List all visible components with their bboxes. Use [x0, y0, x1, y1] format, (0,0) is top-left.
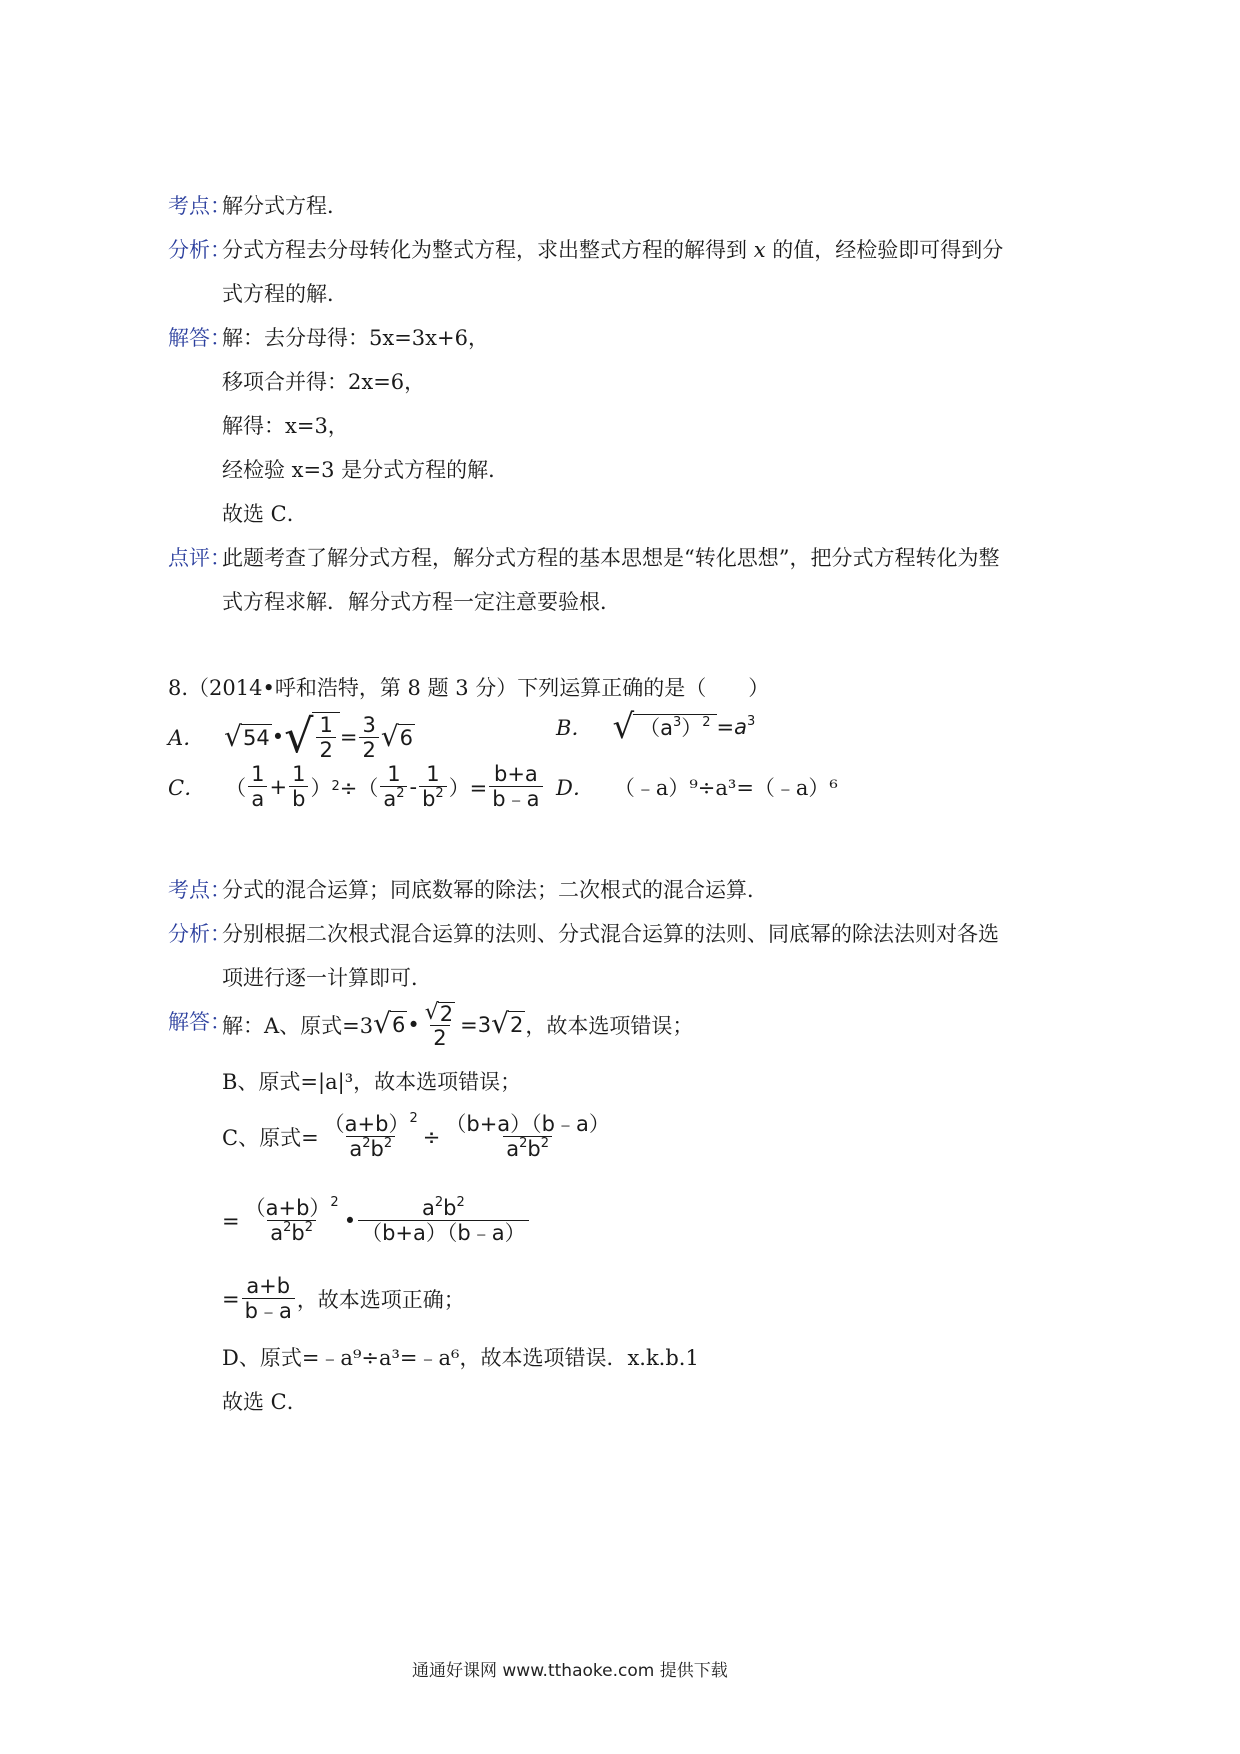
solution-c-1	[222, 1112, 615, 1161]
fenxi-line2-2: 项进行逐一计算即可．	[222, 966, 432, 990]
footer-text: 通通好课网 www.tthaoke.com 提供下载	[412, 1661, 728, 1681]
solution-d: D、原式=﹣a⁹÷a³=﹣a⁶，故本选项错误．x.k.b.1	[222, 1346, 699, 1370]
solution-c-formula-2: = $\frac{(a+b)^2}{a^2b^2}$ • $\frac{a^2b^2}{(b+a)(b﹣a)}$	[222, 1196, 531, 1245]
fenxi-line1-2: 分别根据二次根式混合运算的法则、分式混合运算的法则、同底幂的除法法则对各选	[222, 922, 999, 946]
solution-line-1: 解：去分母得：5x=3x+6，	[222, 326, 489, 350]
kaodian-text: 解分式方程．	[222, 194, 348, 218]
solution-line-2: 移项合并得：2x=6，	[222, 370, 426, 394]
option-b-label: B．	[556, 716, 593, 740]
solution-b: B、原式=|a|³，故本选项错误；	[222, 1070, 522, 1094]
fenxi-line1-var: x	[753, 238, 766, 262]
dianping-line1: 此题考查了解分式方程，解分式方程的基本思想是“转化思想”，把分式方程转化为整	[222, 546, 1000, 570]
option-d-label: D．	[556, 776, 594, 800]
option-d	[556, 772, 838, 802]
solution-c-formula-1: $\frac{(a+b)^2}{a^2b^2}$ ÷ $\frac{(b+a)(b﹣a)}{a^2b^2}$	[323, 1111, 610, 1161]
solution-final: 故选 C．	[222, 1390, 308, 1414]
option-a-formula: √ 54 • √ $\frac{1}{2}$ = $\frac{3}{2}$ √ 6	[224, 709, 414, 763]
option-d-formula: （﹣a）⁹÷a³=（﹣a）⁶	[613, 776, 838, 800]
option-a	[168, 709, 415, 763]
solution-c-formula-3: = $\frac{a+b}{b﹣a}$	[222, 1274, 297, 1323]
option-b	[556, 706, 756, 747]
solution-c-3	[222, 1274, 465, 1323]
option-b-formula: √ $(a^3)^2$ $=a^3$	[612, 706, 756, 747]
solution-c-2	[222, 1196, 531, 1245]
sqrt-54: √ 54	[224, 719, 270, 753]
fenxi-label-2: 分析：	[168, 922, 231, 946]
option-c-formula: （ $\frac{1}{a}$ + $\frac{1}{b}$ ） 2 ÷（ $\frac{1}{a^2}$ - $\frac{1}{b^2}$ ）= $\frac{b+a}{b﹣a}$	[225, 762, 544, 811]
solution-line-4: 经检验 x=3 是分式方程的解．	[222, 458, 510, 482]
fenxi-line1-b: 的值，经检验即可得到分	[772, 238, 1004, 262]
kaodian-label: 考点：	[168, 194, 231, 218]
solution-a-suffix: ，故本选项错误；	[525, 1013, 694, 1038]
dianping-label: 点评：	[168, 546, 231, 570]
solution-line-5: 故选 C．	[222, 502, 308, 526]
jieda-label-2: 解答：	[168, 1010, 231, 1034]
option-a-label: A．	[168, 726, 205, 750]
solution-a	[222, 1000, 693, 1050]
fenxi-label: 分析：	[168, 238, 231, 262]
fenxi-line1	[222, 234, 1003, 264]
fenxi-line2: 式方程的解．	[222, 282, 348, 306]
solution-a-formula: √ 6 • √ 2 2 =3 √ 2	[373, 999, 524, 1050]
jieda-label: 解答：	[168, 326, 231, 350]
solution-line-3: 解得：x=3，	[222, 414, 349, 438]
kaodian-label-2: 考点：	[168, 878, 231, 902]
option-c-label: C．	[168, 775, 206, 800]
sqrt-half: √ $\frac{1}{2}$	[284, 712, 340, 762]
sqrt-a3-squared: √ $(a^3)^2$	[612, 714, 716, 741]
solution-c-suffix: ，故本选项正确；	[296, 1287, 465, 1312]
solution-a-prefix: 解：A、原式=3	[222, 1013, 374, 1038]
kaodian-text-2: 分式的混合运算；同底数幂的除法；二次根式的混合运算．	[222, 878, 768, 902]
solution-c-prefix: C、原式=	[222, 1125, 319, 1150]
fenxi-line1-a: 分式方程去分母转化为整式方程，求出整式方程的解得到	[222, 238, 747, 262]
option-c	[168, 762, 545, 811]
question-stem: 8.（2014•呼和浩特，第 8 题 3 分）下列运算正确的是（ ）	[168, 676, 770, 700]
dianping-line2: 式方程求解．解分式方程一定注意要验根．	[222, 590, 621, 614]
